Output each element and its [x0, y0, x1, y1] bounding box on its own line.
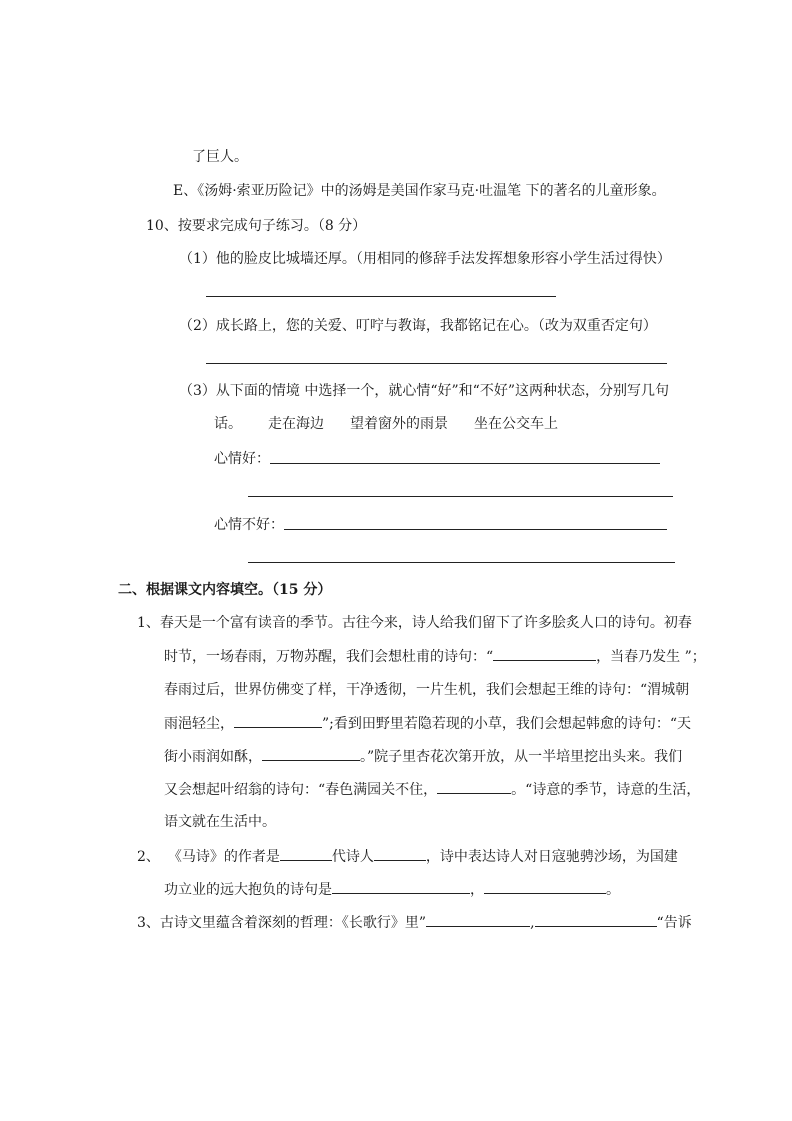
- continued-text: 了巨人。: [192, 149, 248, 165]
- bad-mood-label: 心情不好：: [214, 517, 284, 533]
- section2-heading: 二、根据课文内容填空。（15 分）: [118, 582, 332, 598]
- q10-sub1-answer-line[interactable]: [206, 296, 556, 297]
- q10-title: 10、按要求完成句子练习。（8 分）: [146, 218, 367, 234]
- s2-q2-line1: 2、 《马诗》的作者是 代诗人 ，诗中表达诗人对日寇驰骋沙场，为国建: [137, 846, 678, 867]
- s2-q1-line4: 雨浥轻尘， ”;看到田野里若隐若现的小草，我们会想起韩愈的诗句：“天: [164, 713, 691, 734]
- blank[interactable]: [437, 779, 511, 794]
- q10-sub2: （2）成长路上，您的关爱、叮咛与教诲，我都铭记在心。（改为双重否定句）: [179, 318, 657, 334]
- q10-sub3-prefix: 话。: [214, 416, 242, 432]
- scene-option: 走在海边: [268, 416, 324, 432]
- q10-sub3-line2: [214, 414, 558, 434]
- blank[interactable]: [374, 846, 426, 861]
- bad-mood-line-1[interactable]: [284, 529, 667, 530]
- good-mood-label: 心情好：: [214, 451, 270, 467]
- s2-q1-line1: 1、春天是一个富有读音的季节。古往今来，诗人给我们留下了许多脍炙人口的诗句。初春: [137, 615, 692, 631]
- blank[interactable]: [493, 646, 596, 661]
- blank[interactable]: [332, 879, 470, 894]
- bad-mood-line-2[interactable]: [248, 562, 675, 563]
- s2-q1-line6: 又会想起叶绍翁的诗句：“春色满园关不住， 。“诗意的季节，诗意的生活，: [164, 779, 700, 800]
- q10-sub3-line1: （3）从下面的情境 中选择一个，就心情“好”和“不好”这两种状态，分别写几句: [179, 383, 669, 399]
- s2-q1-line5: 街小雨润如酥， 。”院子里杏花次第开放，从一半培里挖出头来。我们: [164, 746, 682, 767]
- s2-q1-line3: 春雨过后，世界仿佛变了样，干净透彻，一片生机，我们会想起王维的诗句：“渭城朝: [164, 682, 690, 698]
- scene-option: 坐在公交车上: [474, 416, 558, 432]
- s2-q1-line7: 语文就在生活中。: [164, 814, 276, 830]
- blank[interactable]: [280, 846, 332, 861]
- option-e: E、《汤姆·索亚历险记》中的汤姆是美国作家马克·吐温笔 下的著名的儿童形象。: [173, 183, 666, 199]
- s2-q2-line2: 功立业的远大抱负的诗句是 ， 。: [164, 879, 620, 900]
- s2-q1-line2: 时节，一场春雨，万物苏醒，我们会想杜甫的诗句：“ ，当春乃发生 ”；: [164, 646, 706, 667]
- scene-option: 望着窗外的雨景: [350, 416, 448, 432]
- s2-q3-line1: 3、古诗文里蕴含着深刻的哲理：《长歌行》里” , “告诉: [137, 912, 692, 933]
- good-mood-line-1[interactable]: [270, 463, 660, 464]
- blank[interactable]: [262, 746, 360, 761]
- blank[interactable]: [484, 879, 606, 894]
- q10-sub1: （1）他的脸皮比城墙还厚。（用相同的修辞手法发挥想象形容小学生活过得快）: [179, 251, 671, 267]
- blank[interactable]: [535, 912, 657, 927]
- q10-sub2-answer-line[interactable]: [206, 363, 667, 364]
- good-mood-line-2[interactable]: [248, 496, 673, 497]
- blank[interactable]: [234, 713, 322, 728]
- blank[interactable]: [426, 912, 530, 927]
